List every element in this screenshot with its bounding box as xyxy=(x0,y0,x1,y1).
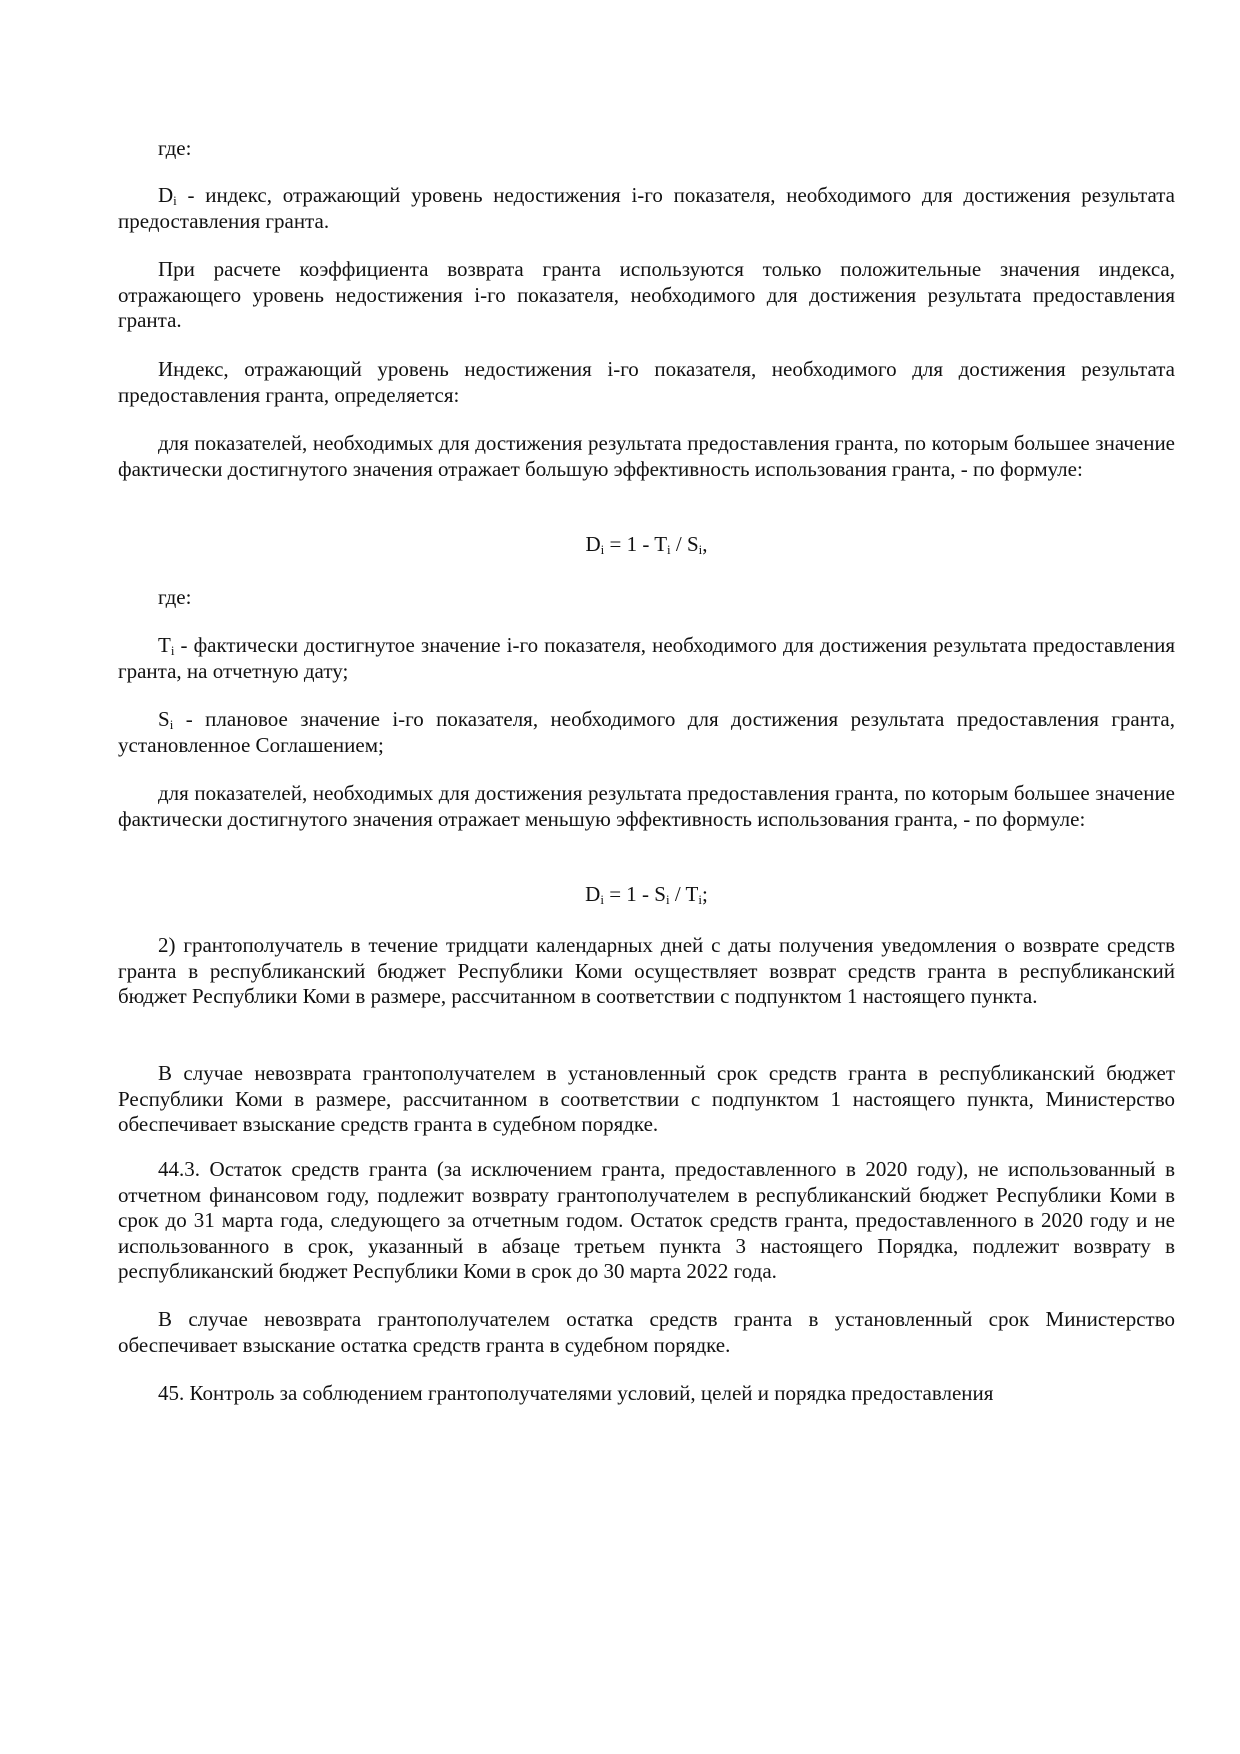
formula-2 xyxy=(118,882,1175,908)
paragraph-44-3: 44.3. Остаток средств гранта (за исключением гранта, предоставленного в 2020 году), не использованный в отчетном финансовом году, подлежит возврату грантополучателем в республиканский бюджет Республики Коми в срок до 31 марта года, следующего за отчетным годом. Остаток средств гранта, предоставленного в 2020 году и не использованного в срок, указанный в абзаце третьем пункта 3 настоящего Порядка, подлежит возврату в республиканский бюджет Республики Коми в срок до 30 марта 2022 года. xyxy=(118,1157,1175,1283)
symbol: T xyxy=(158,633,171,657)
subscript: i xyxy=(600,892,604,907)
text: - фактически достигнутое значение i-го показателя, необходимого для достижения результата предоставления гранта, на отчетную дату; xyxy=(118,633,1175,683)
paragraph-non-return-balance: В случае невозврата грантополучателем остатка средств гранта в установленный срок Министерство обеспечивает взыскание остатка средств гранта в судебном порядке. xyxy=(118,1307,1175,1357)
f-part: / T xyxy=(669,882,699,906)
subscript: i xyxy=(173,193,177,208)
text: - индекс, отражающий уровень недостижения i-го показателя, необходимого для достижения результата предоставления гранта. xyxy=(118,183,1175,233)
paragraph-non-return: В случае невозврата грантополучателем в установленный срок средств гранта в республиканский бюджет Республики Коми в размере, рассчитанном в соответствии с подпунктом 1 настоящего пункта, Министерство обеспечивает взыскание средств гранта в судебном порядке. xyxy=(118,1061,1175,1136)
subscript: i xyxy=(698,542,703,557)
text: - плановое значение i-го показателя, необходимого для достижения результата предоставления гранта, установленное Соглашением; xyxy=(118,707,1175,757)
paragraph-where-2: где: xyxy=(158,585,192,609)
paragraph-45: 45. Контроль за соблюдением грантополучателями условий, целей и порядка предоставления xyxy=(158,1381,994,1405)
symbol: D xyxy=(158,183,174,207)
subscript: i xyxy=(170,643,175,658)
f-part: D xyxy=(585,532,601,556)
paragraph-where: где: xyxy=(158,136,192,160)
paragraph-di-definition xyxy=(118,183,1175,234)
subscript: i xyxy=(665,892,670,907)
subscript: i xyxy=(698,892,702,907)
f-part: ; xyxy=(702,882,708,906)
f-part: D xyxy=(585,882,601,906)
symbol: S xyxy=(158,707,170,731)
paragraph-lesser-efficiency: для показателей, необходимых для достижения результата предоставления гранта, по которым большее значение фактически достигнутого значения отражает меньшую эффективность использования гранта, - по формуле: xyxy=(118,781,1175,831)
subscript: i xyxy=(667,542,671,557)
paragraph-index-determined: Индекс, отражающий уровень недостижения i-го показателя, необходимого для достижения результата предоставления гранта, определяется: xyxy=(118,357,1175,407)
subscript: i xyxy=(169,717,174,732)
paragraph-si-definition xyxy=(118,707,1175,758)
f-part: = 1 - T xyxy=(604,532,668,556)
paragraph-item-2: 2) грантополучатель в течение тридцати календарных дней с даты получения уведомления о возврате средств гранта в республиканский бюджет Республики Коми осуществляет возврат средств гранта в республиканский бюджет Республики Коми в размере, рассчитанном в соответствии с подпунктом 1 настоящего пункта. xyxy=(118,933,1175,1008)
subscript: i xyxy=(600,542,605,557)
paragraph-greater-efficiency: для показателей, необходимых для достижения результата предоставления гранта, по которым большее значение фактически достигнутого значения отражает большую эффективность использования гранта, - по формуле: xyxy=(118,431,1175,481)
f-part: , xyxy=(702,532,708,556)
paragraph-ti-definition xyxy=(118,633,1175,684)
paragraph-positive-values: При расчете коэффициента возврата гранта используются только положительные значения индекса, отражающего уровень недостижения i-го показателя, необходимого для достижения результата предоставления гранта. xyxy=(118,257,1175,332)
f-part: / S xyxy=(670,532,699,556)
formula-1 xyxy=(118,532,1175,558)
f-part: = 1 - S xyxy=(603,882,666,906)
